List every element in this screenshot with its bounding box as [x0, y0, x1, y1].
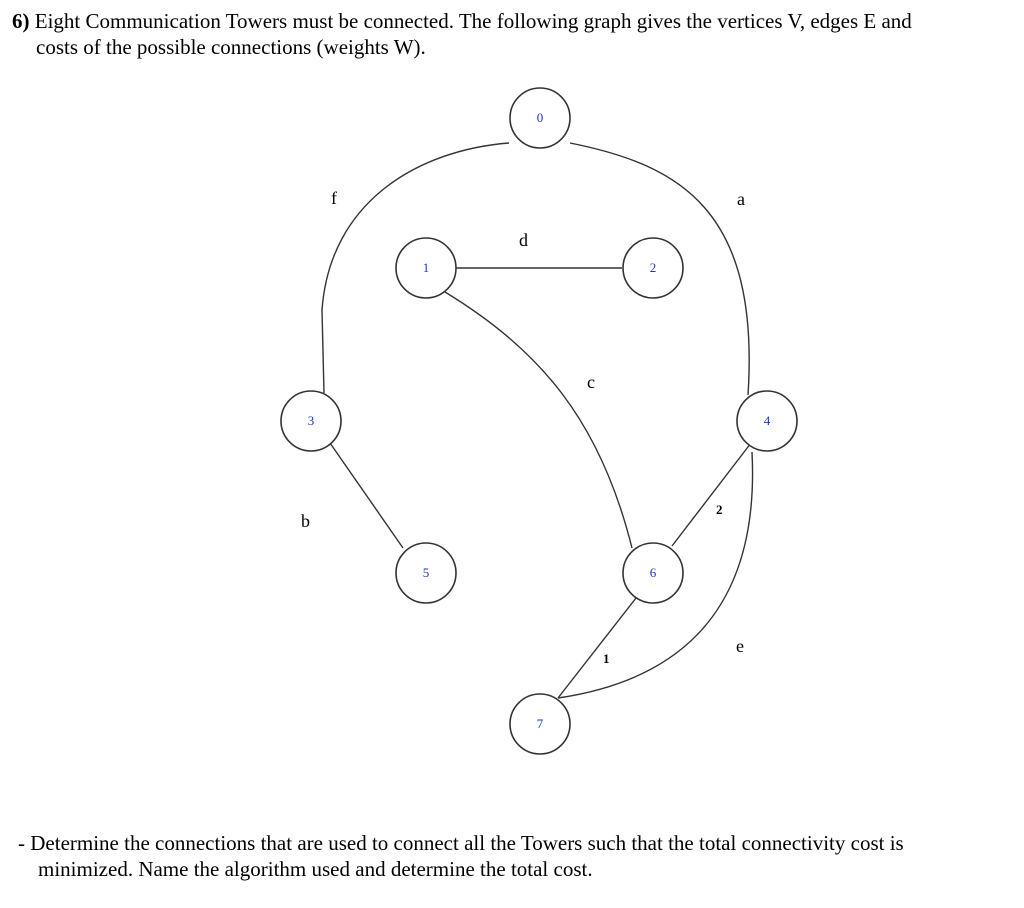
vertex-label: 0	[536, 110, 544, 125]
edge-label-d: d	[519, 230, 528, 250]
edge-label-1: 1	[603, 651, 610, 666]
vertex-1	[396, 238, 456, 298]
question-line-1: Eight Communication Towers must be connected. The following graph gives the vertices V, edges E and	[34, 9, 912, 33]
vertex-0	[510, 88, 570, 148]
vertex-label: 3	[307, 413, 315, 428]
edge-label-c: c	[587, 372, 595, 392]
vertex-3	[281, 391, 341, 451]
edge-6-7	[558, 598, 636, 698]
vertex-4	[737, 391, 797, 451]
question-line-2: costs of the possible connections (weights W).	[36, 35, 426, 59]
vertex-label: 7	[536, 716, 544, 731]
vertex-label: 4	[763, 413, 771, 428]
edge-1-6	[445, 292, 632, 548]
vertex-label: 1	[422, 260, 430, 275]
edge-label-f: f	[331, 188, 337, 208]
edge-label-b: b	[301, 511, 310, 531]
vertex-label: 2	[649, 260, 657, 275]
vertex-label: 5	[422, 565, 430, 580]
vertex-7	[510, 694, 570, 754]
question-number: 6)	[12, 9, 30, 33]
edge-3-5	[330, 443, 403, 548]
edge-label-e: e	[736, 636, 744, 656]
vertex-2	[623, 238, 683, 298]
task-line-1: - Determine the connections that are used to connect all the Towers such that the total connectivity cost is	[18, 831, 904, 855]
edge-label-a: a	[737, 189, 745, 209]
task-line-2: minimized. Name the algorithm used and determine the total cost.	[38, 857, 593, 881]
vertex-5	[396, 543, 456, 603]
task-text	[18, 830, 1008, 882]
edge-label-2: 2	[716, 502, 723, 517]
vertex-6	[623, 543, 683, 603]
edge-4-6	[672, 443, 751, 546]
vertex-label: 6	[649, 565, 657, 580]
